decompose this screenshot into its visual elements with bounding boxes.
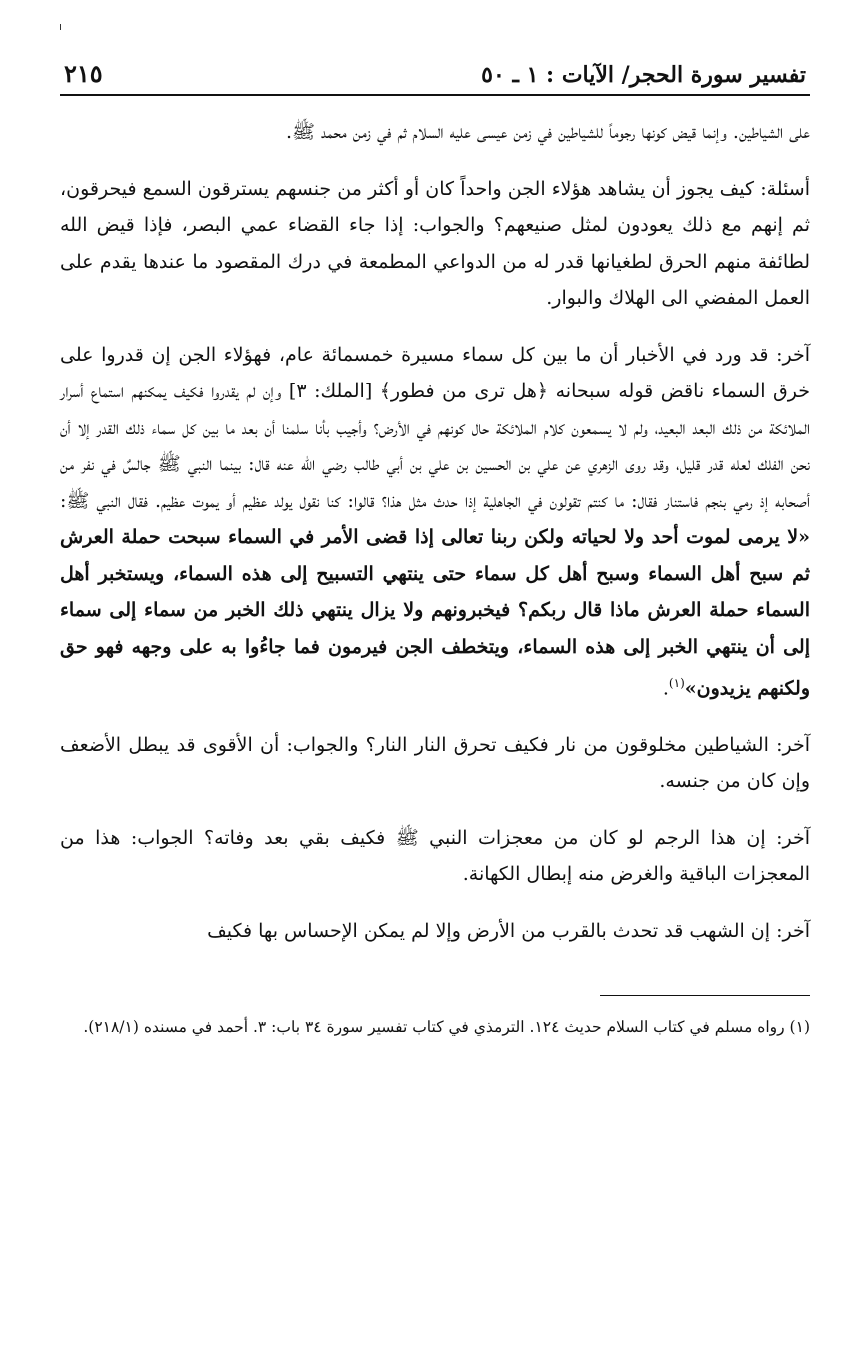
paragraph-text: على الشياطين. وإنما قيض كونها رجوماً للشياطين في زمن عيسى عليه السلام ثم في زمن محمد ﷺ. — [285, 121, 810, 143]
hadith-quote: «لا يرمى لموت أحد ولا لحياته ولكن ربنا تعالى إذا قضى الأمر في السماء سبحت حملة العرش ثم سبح أهل السماء وسبح أهل كل سماء حتى ينتهي التسبيح إلى هذه السماء، ويستخبر أهل السماء حملة العرش ماذا قال ربكم؟ فيخبرونهم ولا يزال ينتهي ذلك الخبر من سماء إلى سماء إلى أن ينتهي الخبر إلى هذه السماء، ويتخطف الجن فيرمون فما جاءُوا به على وجهه فهو حق ولكنهم يزيدون» — [60, 526, 810, 700]
paragraph-fire — [60, 727, 810, 800]
paragraph-questions — [60, 171, 810, 317]
page-number: ٢١٥ — [64, 59, 103, 88]
paragraph-text: آخر: الشياطين مخلوقون من نار فكيف تحرق النار النار؟ والجواب: أن الأقوى قد يبطل الأضعف وإن كان من جنسه. — [60, 733, 810, 793]
footnote-divider — [600, 995, 810, 996]
footnote-reference: (١) — [668, 676, 685, 690]
paragraph-end: . — [662, 677, 669, 700]
running-header — [60, 56, 810, 96]
paragraph-hadith — [60, 337, 810, 707]
paragraph-continuation — [60, 114, 810, 151]
paragraph-meteors — [60, 913, 810, 950]
footnote-text: (١) رواه مسلم في كتاب السلام حديث ١٢٤. الترمذي في كتاب تفسير سورة ٣٤ باب: ٣. أحمد في مسنده (٢١٨/١). — [83, 1017, 810, 1036]
paragraph-text: آخر: إن الشهب قد تحدث بالقرب من الأرض وإلا لم يمكن الإحساس بها فكيف — [207, 919, 810, 942]
paragraph-text: أسئلة: كيف يجوز أن يشاهد هؤلاء الجن واحداً كان أو أكثر من جنسهم يسترقون السمع فيحرقون، ثم إنهم مع ذلك يعودون لمثل صنيعهم؟ والجواب: إذا جاء القضاء عمي البصر، فإذا قيض الله لطائفة منهم الحرق لطغيانها قدر له من الدواعي المطمعة في درك المقصود ما عندها يقدم على العمل المفضي الى الهلاك والبوار. — [60, 177, 810, 309]
paragraph-text: آخر: قد ورد في الأخبار أن ما بين كل سماء مسيرة خمسمائة عام، فهؤلاء الجن إن قدروا على خرق السماء ناقض قوله سبحانه ﴿هل ترى من فطور﴾ [الملك: ٣] وإن لم يقدروا فكيف يمكنهم استماع أسرار الملائكة من ذلك البعد البعيد، ولم لا يسمعون كلام الملائكة حال كونهم في الأرض؟ وأجيب بأنا سلمنا أن بعد ما بين كل سماء ذلك القدر إلا أن نحن الفلك لعله قدر قليل، وقد روى الزهري عن علي بن الحسين بن علي بن أبي طالب رضي الله عنه قال: بينما النبي ﷺ جالسٌ في نفر من أصحابه إذ رمي بنجم فاستنار فقال: ما كنتم تقولون في الجاهلية إذا حدث مثل هذا؟ قالوا: كنا نقول يولد عظيم أو يموت عظيم. فقال النبي ﷺ: — [60, 343, 811, 512]
paragraph-miracle — [60, 820, 810, 893]
paragraph-text: آخر: إن هذا الرجم لو كان من معجزات النبي ﷺ فكيف بقي بعد وفاته؟ الجواب: هذا من المعجزات الباقية والغرض منه إبطال الكهانة. — [60, 826, 810, 886]
footnote — [60, 1012, 810, 1042]
running-title: تفسير سورة الحجر/ الآيات : ١ ـ ٥٠ — [481, 62, 806, 88]
